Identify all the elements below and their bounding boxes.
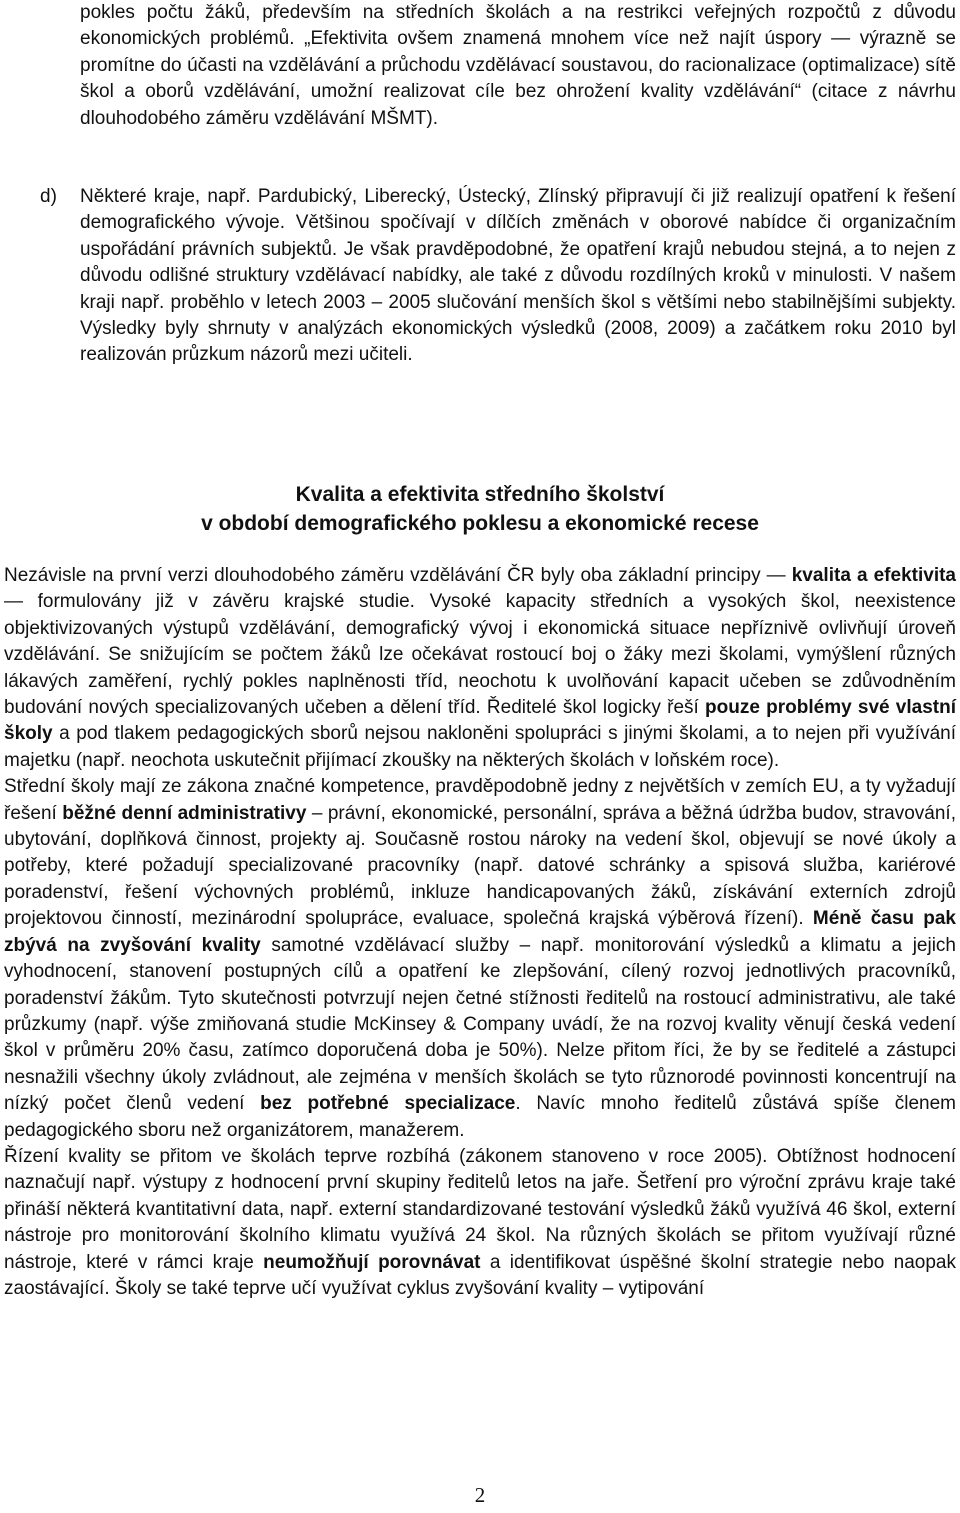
bold-text: běžné denní administrativy <box>62 802 307 824</box>
page-number: 2 <box>474 1483 486 1507</box>
text-run: samotné vzdělávací služby – např. monitorování výsledků a klimatu a jejich vyhodnocení, stanovení postupných cílů a opatření ke zlepšování, cílený rozvoj jednotlivých pracovníků, poradenství žákům. Tyto skutečnosti potvrzují nejen četné stížnosti ředitelů na rostoucí administrativu, ale také průzkumy (např. výše zmiňovaná studie McKinsey & Company uvádí, že na rozvoj kvality věnují česká vedení škol v průměru 20% času, zatímco doporučená doba je 50%). Nelze přitom říci, že by se ředitelé a zástupci nesnažili všechny úkoly zvládnout, ale zejména v menších školách se tyto různorodé povinnosti koncentrují na nízký počet členů vedení <box>4 934 956 1115</box>
text-run: . Navíc mnoho ředitelů zůstává spíše členem pedagogického sboru než organizátorem, manažerem. <box>4 1093 957 1141</box>
list-item-text: Některé kraje, např. Pardubický, Liberecký, Ústecký, Zlínský připravují či již realizují opatření k řešení demografického vývoje. Většinou spočívají v dílčích změnách v oborové nabídce či organizačním uspořádání právních subjektů. Je však pravděpodobné, že opatření krajů nebudou stejná, a to nejen z důvodu odlišné struktury vzdělávací nabídky, ale také z důvodu rozdílných kroků v minulosti. V našem kraji např. proběhlo v letech 2003 – 2005 slučování menších škol s většími nebo stabilnějšími subjekty. Výsledky byly shrnuty v analýzách ekonomických výsledků (2008, 2009) a začátkem roku 2010 byl realizován průzkum názorů mezi učiteli. <box>80 186 956 366</box>
bold-text: neumožňují porovnávat <box>263 1251 481 1273</box>
paragraph-1 <box>4 563 956 774</box>
text-run: a pod tlakem pedagogických sborů nejsou nakloněni spolupráci s jinými školami, a to nejen při využívání majetku (např. neochota uskutečnit přijímací zkoušky na některých školách v loňském roce). <box>4 723 956 771</box>
heading-line-1: Kvalita a efektivita středního školství <box>295 483 665 506</box>
bold-text: Méně času pak zbývá na zvyšování kvality <box>4 908 957 956</box>
text-run: – právní, ekonomické, personální, správa a běžná údržba budov, stravování, ubytování, doplňková činnost, projekty aj. Současně rostou nároky na vedení škol, objevují se nové úkoly a potřeby, které požadují specializované pracovníky (např. datové schránky a spisová služba, kariérové poradenství, řešení výchovných problémů, inkluze handicapovaných žáků, získávání externích zdrojů projektovou činností, mezinárodní spolupráce, evaluace, společná krajská výběrová řízení). <box>4 802 956 930</box>
text-run: — formulovány již v závěru krajské studie. Vysoké kapacity středních a vysokých škol, neexistence objektivizovaných výstupů vzdělávání, demografický vývoj i ekonomická situace nepříznivě ovlivňují úroveň vzdělávání. Se snižujícím se počtem žáků lze očekávat rostoucí boj o žáky mezi školami, vymýšlení různých lákavých zaměření, rychlý pokles naplněnosti tříd, neochotu k uvolňování kapacit učeben se zdůvodněním budování nových specializovaných učeben a dělení tříd. Ředitelé škol logicky řeší <box>4 591 956 719</box>
section-heading <box>0 480 960 538</box>
heading-line-2: v období demografického poklesu a ekonomické recese <box>201 512 759 535</box>
paragraph-3 <box>4 1144 956 1302</box>
paragraph-2 <box>4 774 956 1144</box>
text-run: Řízení kvality se přitom ve školách teprve rozbíhá (zákonem stanoveno v roce 2005). Obtížnost hodnocení naznačují např. výstupy z hodnocení první skupiny ředitelů letos na jaře. Šetření pro výroční zprávu kraje také přináší některá kvantitativní data, např. externí standardizované testování výsledků žáků využívá 46 škol, externí nástroje pro monitorování školního klimatu využívá 24 škol. Na různých školách se přitom využívají různé nástroje, které v rámci kraje <box>4 1145 956 1273</box>
text-run: Nezávisle na první verzi dlouhodobého záměru vzdělávání ČR byly oba základní principy — <box>4 565 792 586</box>
intro-text: pokles počtu žáků, především na středních školách a na restrikci veřejných rozpočtů z důvodu ekonomických problémů. „Efektivita ovšem znamená mnohem více než najít úspory — výrazně se promítne do účasti na vzdělávání a průchodu vzdělávací soustavou, do racionalizace (optimalizace) sítě škol a oborů vzdělávání, umožní realizovat cíle bez ohrožení kvality vzdělávání“ (citace z návrhu dlouhodobého záměru vzdělávání MŠMT). <box>80 2 956 129</box>
text-run: a identifikovat úspěšné školní strategie nebo naopak zaostávající. Školy se také teprve učí využívat cyklus zvyšování kvality – vytipování <box>4 1251 956 1299</box>
main-body <box>4 563 956 1302</box>
bold-text: kvalita a efektivita <box>791 565 956 586</box>
bold-text: pouze problémy své vlastní školy <box>4 697 956 745</box>
list-item-label: d) <box>40 186 57 207</box>
bold-text: bez potřebné specializace <box>260 1093 516 1115</box>
list-item-d <box>40 184 956 369</box>
intro-paragraph <box>80 0 956 132</box>
text-run: Střední školy mají ze zákona značné kompetence, pravděpodobně jedny z největších v zemích EU, a ty vyžadují řešení <box>4 776 956 824</box>
